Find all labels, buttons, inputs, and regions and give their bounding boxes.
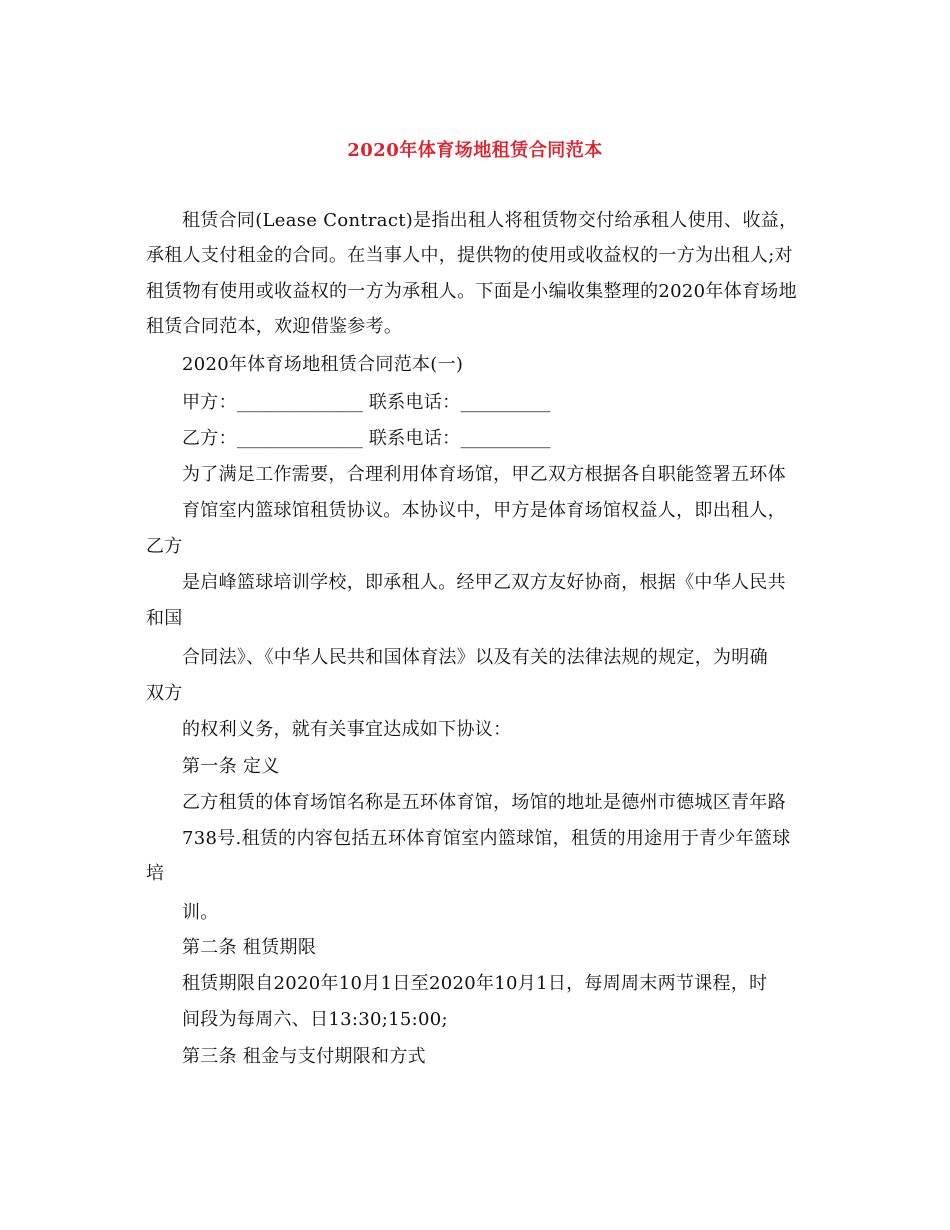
intro-line: 租赁合同范本，欢迎借鉴参考。 [146, 316, 403, 337]
article-1-line: 738号.租赁的内容包括五环体育馆室内篮球馆，租赁的用途用于青少年篮球 [182, 828, 791, 849]
document-title: 2020年体育场地租赁合同范本 [347, 140, 603, 161]
preamble-line: 为了满足工作需要，合理利用体育场馆，甲乙双方根据各自职能签署五环体 [182, 464, 786, 485]
intro-line: 承租人支付租金的合同。在当事人中，提供物的使用或收益权的一方为出租人;对 [146, 245, 793, 266]
article-3-heading: 第三条 租金与支付期限和方式 [182, 1046, 426, 1067]
party-a-label: 甲方： [182, 392, 237, 413]
preamble-line: 的权利义务，就有关事宜达成如下协议： [182, 719, 512, 740]
article-1-line: 乙方租赁的体育场馆名称是五环体育馆，场馆的地址是德州市德城区青年路 [182, 792, 786, 813]
party-a-blank: ______________ [236, 392, 363, 413]
article-1-line: 训。 [182, 902, 219, 923]
preamble-line: 是启峰篮球培训学校，即承租人。经甲乙双方友好协商，根据《中华人民共 [182, 572, 786, 593]
preamble-line: 和国 [146, 608, 183, 629]
article-2-line: 租赁期限自2020年10月1日至2020年10月1日，每周周末两节课程，时 [182, 973, 768, 994]
article-2-line: 间段为每周六、日13:30;15:00; [182, 1009, 448, 1030]
party-a-line [182, 391, 550, 415]
party-b-phone-label: 联系电话： [362, 428, 461, 449]
preamble-line: 双方 [146, 683, 183, 704]
preamble-line: 乙方 [146, 536, 183, 557]
party-b-line [182, 427, 550, 451]
preamble-line: 合同法》、《中华人民共和国体育法》以及有关的法律法规的规定，为明确 [182, 647, 768, 668]
contract-heading: 2020年体育场地租赁合同范本(一) [182, 354, 464, 375]
party-a-phone-label: 联系电话： [362, 392, 461, 413]
intro-line: 租赁合同(Lease Contract)是指出租人将租赁物交付给承租人使用、收益， [182, 210, 798, 231]
preamble-line: 育馆室内篮球馆租赁协议。本协议中，甲方是体育场馆权益人，即出租人， [182, 500, 786, 521]
intro-line: 租赁物有使用或收益权的一方为承租人。下面是小编收集整理的2020年体育场地 [146, 281, 797, 302]
party-b-phone-blank: __________ [460, 428, 551, 449]
party-b-label: 乙方： [182, 428, 237, 449]
party-a-phone-blank: __________ [460, 392, 551, 413]
party-b-blank: ______________ [236, 428, 363, 449]
article-1-line: 培 [146, 863, 165, 884]
article-2-heading: 第二条 租赁期限 [182, 937, 317, 958]
article-1-heading: 第一条 定义 [182, 756, 280, 777]
